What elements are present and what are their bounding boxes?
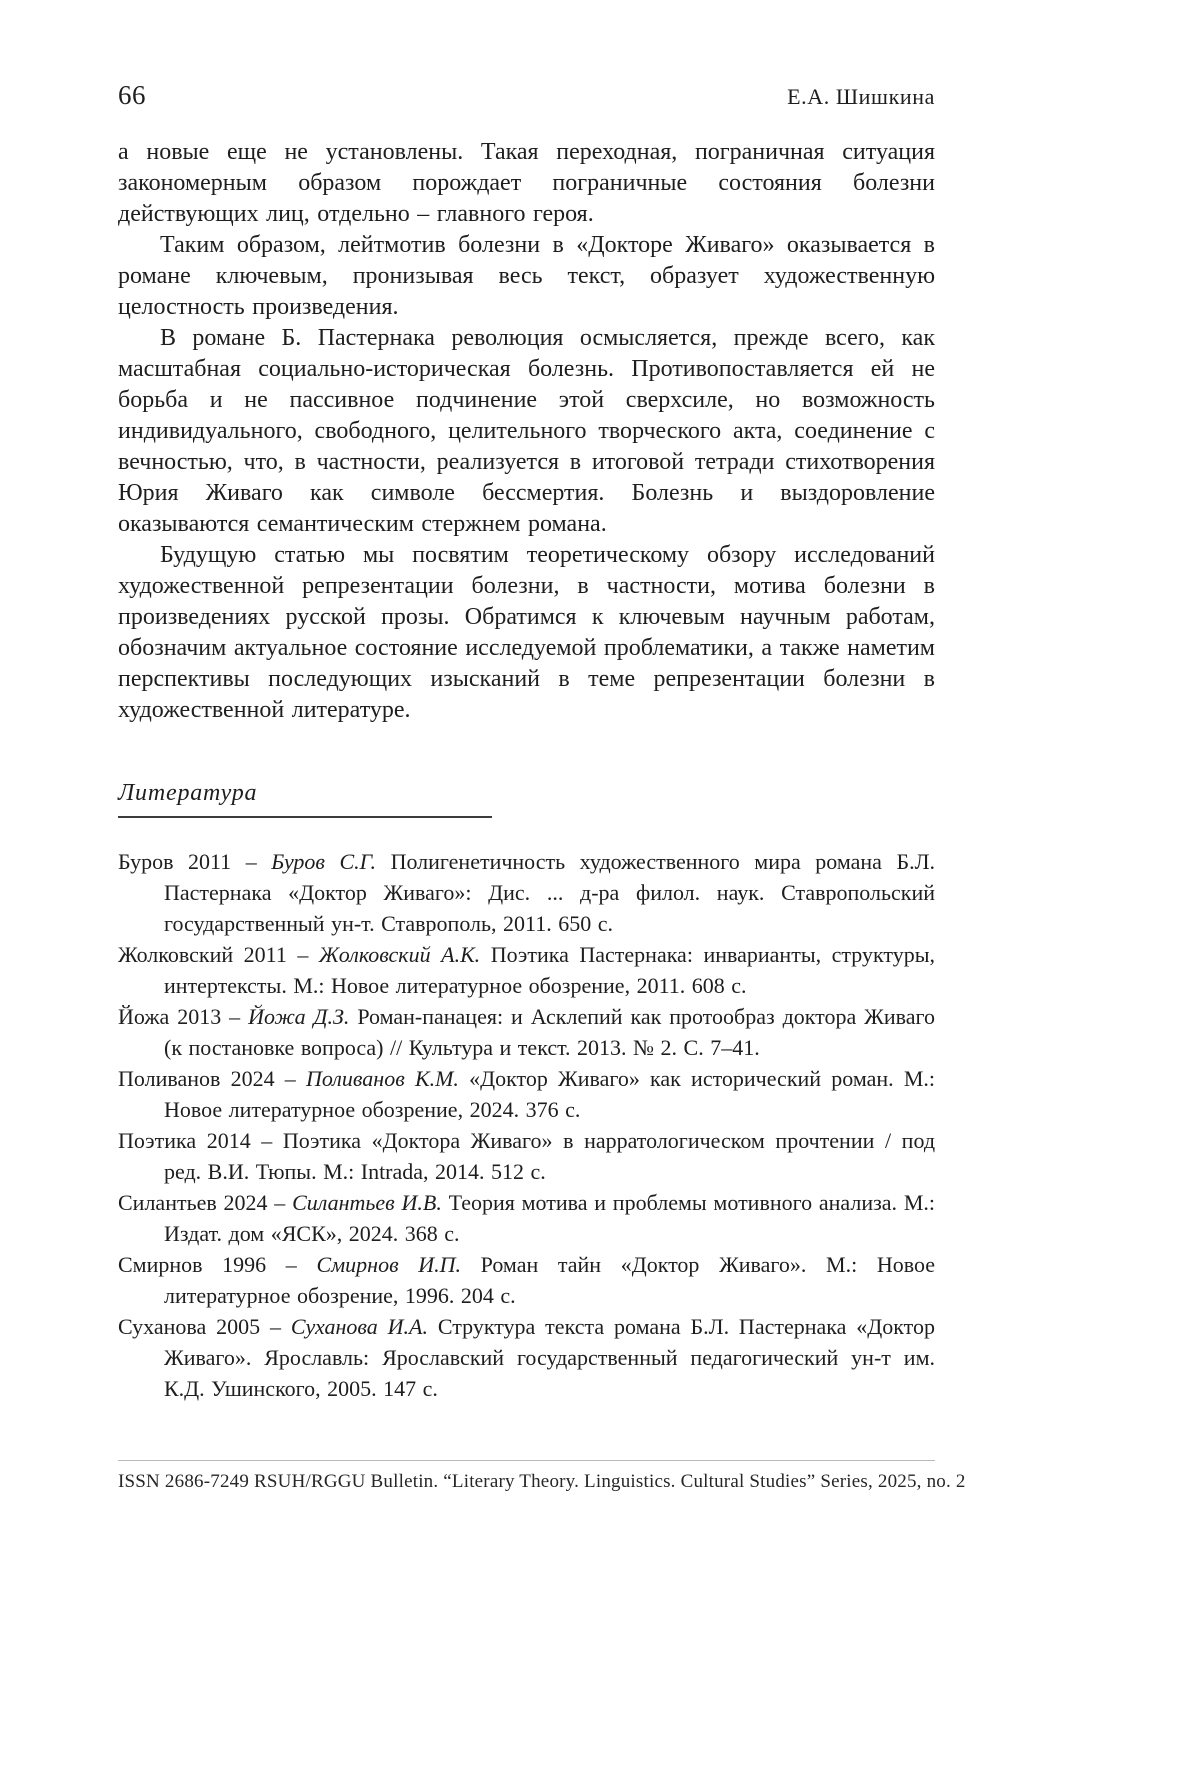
reference-author: Йожа Д.З.: [248, 1004, 350, 1029]
page-number: 66: [118, 80, 146, 110]
reference-text: «Доктор Живаго» как исторический роман. М.: Новое литературное обозрение, 2024. 376 с.: [164, 1066, 936, 1122]
reference-entry: [118, 1063, 935, 1125]
reference-entry: [118, 1001, 935, 1063]
running-head-author: Е.А. Шишкина: [787, 84, 935, 109]
reference-author: Поливанов К.М.: [305, 1066, 459, 1091]
paragraph: Будущую статью мы посвятим теоретическому обзору исследований художественной репрезентации болезни, в частности, мотива болезни в произведениях русской прозы. Обратимся к ключевым научным работам, обозначим актуальное состояние исследуемой проблематики, а также наметим перспективы последующих изысканий в теме репрезентации болезни в художественной литературе.: [118, 542, 935, 723]
reference-entry: [118, 939, 935, 1001]
paragraph: а новые еще не установлены. Такая переходная, пограничная ситуация закономерным образом порождает пограничные состояния болезни действующих лиц, отдельно – главного героя.: [118, 139, 935, 227]
reference-label: Смирнов 1996 –: [118, 1252, 317, 1277]
reference-author: Силантьев И.В.: [292, 1190, 442, 1215]
reference-label: Поэтика 2014 –: [118, 1128, 283, 1153]
section-title-rule: [118, 816, 492, 818]
section-title: Литература: [118, 780, 258, 806]
reference-text: Теория мотива и проблемы мотивного анализа. М.: Издат. дом «ЯСК», 2024. 368 с.: [164, 1190, 935, 1246]
page-footer: [118, 1460, 966, 1493]
reference-label: Поливанов 2024 –: [118, 1066, 306, 1091]
reference-text: Поэтика «Доктора Живаго» в нарратологическом прочтении / под ред. В.И. Тюпы. М.: Intrada, 2014. 512 с.: [164, 1128, 936, 1184]
reference-text: Структура текста романа Б.Л. Пастернака «Доктор Живаго». Ярославль: Ярославский государственный педагогический ун-т им. К.Д. Ушинского, 2005. 147 с.: [164, 1314, 935, 1401]
reference-entry: [118, 846, 935, 939]
reference-label: Буров 2011 –: [118, 849, 272, 874]
reference-label: Суханова 2005 –: [118, 1314, 291, 1339]
reference-author: Буров С.Г.: [271, 849, 377, 874]
paragraph: В романе Б. Пастернака революция осмысляется, прежде всего, как масштабная социально-историческая болезнь. Противопоставляется ей не борьба и не пассивное подчинение этой сверхсиле, но возможность индивидуального, свободного, целительного творческого акта, соединение с вечностью, что, в частности, реализуется в итоговой тетради стихотворения Юрия Живаго как символе бессмертия. Болезнь и выздоровление оказываются семантическим стержнем романа.: [118, 325, 935, 537]
reference-entry: [118, 1187, 935, 1249]
reference-list: [118, 846, 935, 1404]
reference-author: Жолковский А.К.: [318, 942, 481, 967]
reference-label: Силантьев 2024 –: [118, 1190, 293, 1215]
reference-text: Полигенетичность художественного мира романа Б.Л. Пастернака «Доктор Живаго»: Дис. ... д-ра филол. наук. Ставропольский государственный ун-т. Ставрополь, 2011. 650 с.: [164, 849, 935, 936]
reference-text: Роман-панацея: и Асклепий как протообраз доктора Живаго (к постановке вопроса) // Культура и текст. 2013. № 2. С. 7–41.: [164, 1004, 935, 1060]
reference-label: Жолковский 2011 –: [118, 942, 319, 967]
paragraph: Таким образом, лейтмотив болезни в «Докторе Живаго» оказывается в романе ключевым, пронизывая весь текст, образует художественную целостность произведения.: [118, 232, 935, 320]
bibliography-section: [118, 780, 935, 1404]
reference-text: Поэтика Пастернака: инварианты, структуры, интертексты. М.: Новое литературное обозрение, 2011. 608 с.: [164, 942, 935, 998]
reference-entry: [118, 1249, 935, 1311]
reference-entry: [118, 1311, 935, 1404]
reference-author: Суханова И.А.: [290, 1314, 428, 1339]
footer-text: ISSN 2686-7249 RSUH/RGGU Bulletin. “Literary Theory. Linguistics. Cultural Studies” Series, 2025, no. 2: [118, 1471, 966, 1492]
reference-text: Роман тайн «Доктор Живаго». М.: Новое литературное обозрение, 1996. 204 с.: [164, 1252, 935, 1308]
reference-author: Смирнов И.П.: [316, 1252, 462, 1277]
page-header: [118, 80, 935, 111]
reference-entry: [118, 1125, 935, 1187]
article-body: [118, 137, 935, 726]
reference-label: Йожа 2013 –: [118, 1004, 249, 1029]
